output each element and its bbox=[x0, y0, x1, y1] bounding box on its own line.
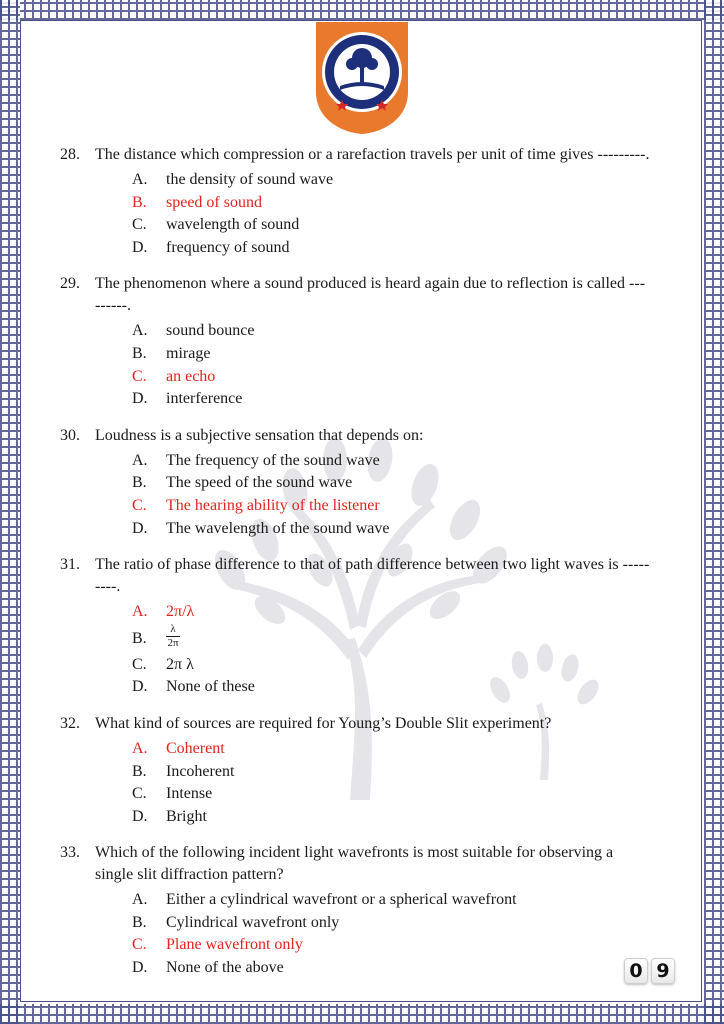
question-text: The phenomenon where a sound produced is heard again due to reflection is called ---------. bbox=[95, 275, 646, 315]
option-d: D. interference bbox=[132, 390, 243, 408]
option-a: A. sound bounce bbox=[132, 322, 255, 340]
question-list bbox=[60, 144, 650, 994]
option-a-correct: A. 2π/λ bbox=[132, 603, 195, 621]
option-d: D. Bright bbox=[132, 807, 207, 825]
option-b: B. mirage bbox=[132, 344, 211, 362]
option-b: B. Cylindrical wavefront only bbox=[132, 913, 340, 931]
option-d: D. The wavelength of the sound wave bbox=[132, 519, 390, 537]
page-digit: 9 bbox=[651, 958, 675, 984]
option-b: B. $\frac{\lambda}{2\pi}$ bbox=[132, 624, 650, 654]
question-number: 31. bbox=[60, 556, 80, 574]
page-digit: 0 bbox=[624, 958, 648, 984]
option-b: B. The speed of the sound wave bbox=[132, 474, 353, 492]
question-text: The ratio of phase difference to that of path difference between two light waves is ---------. bbox=[95, 556, 650, 596]
question-number: 29. bbox=[60, 275, 80, 293]
option-c-correct: C. Plane wavefront only bbox=[132, 936, 303, 954]
question-text: Loudness is a subjective sensation that depends on: bbox=[95, 426, 424, 444]
option-c: C. wavelength of sound bbox=[132, 216, 300, 234]
question-text: Which of the following incident light wavefronts is most suitable for observing a single slit diffraction pattern? bbox=[95, 844, 614, 884]
border-bottom bbox=[0, 1004, 724, 1024]
option-c-correct: C. The hearing ability of the listener bbox=[132, 496, 380, 514]
option-b: B. Incoherent bbox=[132, 762, 235, 780]
question-28 bbox=[60, 144, 650, 259]
option-c: C. Intense bbox=[132, 785, 213, 803]
option-a: A. the density of sound wave bbox=[132, 171, 334, 188]
border-right bbox=[704, 0, 724, 1024]
question-text: What kind of sources are required for Young’s Double Slit experiment? bbox=[95, 714, 552, 732]
question-29 bbox=[60, 273, 650, 410]
option-a: A. Either a cylindrical wavefront or a spherical wavefront bbox=[132, 891, 517, 909]
fraction-lambda-over-2pi: $\frac{\lambda}{2\pi}$ bbox=[167, 622, 179, 649]
question-number: 30. bbox=[60, 426, 80, 444]
option-d: D. None of the above bbox=[132, 959, 284, 977]
school-logo-icon bbox=[306, 22, 418, 134]
question-32 bbox=[60, 713, 650, 828]
question-number: 32. bbox=[60, 714, 80, 732]
option-d: D. frequency of sound bbox=[132, 238, 290, 256]
border-top bbox=[0, 0, 724, 20]
option-d: D. None of these bbox=[132, 678, 255, 696]
option-c-correct: C. an echo bbox=[132, 367, 216, 385]
option-b-correct: B. speed of sound bbox=[132, 193, 262, 211]
page-number bbox=[624, 958, 675, 984]
question-30 bbox=[60, 425, 650, 540]
question-text: The distance which compression or a rarefaction travels per unit of time gives ---------. bbox=[95, 146, 650, 163]
border-left bbox=[0, 0, 20, 1024]
question-31 bbox=[60, 554, 650, 699]
option-c: C. 2π λ bbox=[132, 655, 194, 673]
question-number: 33. bbox=[60, 844, 80, 862]
question-33 bbox=[60, 842, 650, 979]
question-number: 28. bbox=[60, 146, 80, 163]
option-a-correct: A. Coherent bbox=[132, 739, 225, 757]
option-a: A. The frequency of the sound wave bbox=[132, 451, 380, 469]
